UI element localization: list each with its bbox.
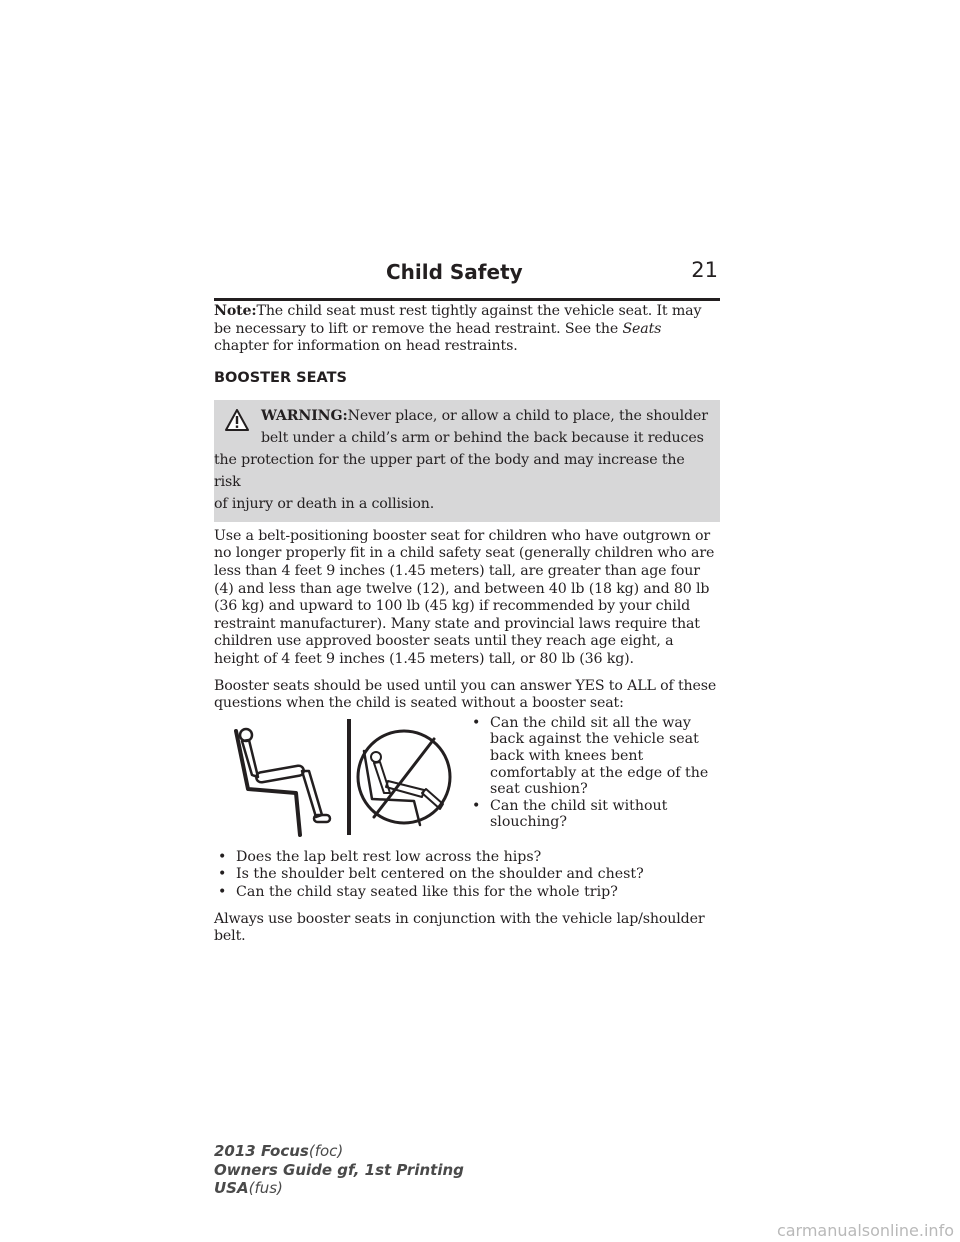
conjunction-paragraph: Always use booster seats in conjunction with the vehicle lap/shoulder belt. — [214, 910, 705, 945]
list-item: • Does the lap belt rest low across the hips? — [218, 848, 542, 865]
footer-line-2: Owners Guide gf, 1st Printing — [214, 1160, 464, 1179]
section-heading-booster-seats: BOOSTER SEATS — [214, 369, 347, 386]
bottom-question-list — [214, 849, 720, 902]
footer-line-1: 2013 Focus(foc) — [214, 1142, 344, 1160]
note-label: Note: — [214, 303, 257, 319]
list-item: • Can the child sit all the way back against the vehicle seat back with knees bent comfortably at the edge of the seat cushion? — [472, 714, 709, 798]
watermark-link[interactable]: carmanualsonline.info — [776, 1221, 954, 1240]
warning-line-1: WARNING:Never place, or allow a child to place, the shoulder — [261, 407, 708, 424]
warning-line-2: belt under a child’s arm or behind the back because it reduces — [261, 429, 704, 446]
list-item: • Can the child stay seated like this for the whole trip? — [218, 883, 618, 900]
booster-questions-intro: Booster seats should be used until you can answer YES to ALL of these questions when the child is seated without a booster seat: — [214, 677, 717, 712]
booster-seat-illustration — [224, 717, 454, 837]
figure-divider — [347, 719, 351, 835]
warning-label: WARNING: — [261, 407, 348, 424]
booster-usage-paragraph: Use a belt-positioning booster seat for children who have outgrown or no longer properly fit in a child safety seat (generally children who are less than 4 feet 9 inches (1.45 meters) tall, are greater than age four (4) and less than age twelve (12), and between 40 lb (18 kg) and 80 lb (36 kg) and upward to 100 lb (45 kg) if recommended by your child restraint manufacturer). Many state and provincial laws require that children use approved booster seats until they reach age eight, a height of 4 feet 9 inches (1.45 meters) tall, or 80 lb (36 kg). — [214, 527, 715, 667]
page-footer — [214, 1142, 464, 1198]
note-seats-reference: Seats — [622, 320, 662, 337]
note-paragraph — [214, 303, 720, 356]
warning-triangle-icon — [225, 409, 249, 431]
chapter-title: Child Safety — [386, 260, 523, 284]
warning-line-4: of injury or death in a collision. — [214, 495, 435, 512]
note-text-after: chapter for information on head restraints. — [214, 338, 518, 355]
warning-line-3: the protection for the upper part of the body and may increase the risk — [214, 451, 685, 490]
footer-line-3: USA(fus) — [214, 1179, 283, 1197]
warning-box — [214, 400, 720, 522]
list-item: • Can the child sit without slouching? — [472, 797, 668, 831]
page-header — [214, 252, 720, 301]
side-question-list — [468, 715, 718, 831]
figure-row — [214, 715, 720, 839]
note-text-before: The child seat must rest tightly against the vehicle seat. It may be necessary to lift or remove the head restraint. See the — [214, 303, 702, 337]
incorrect-posture-figure — [358, 731, 450, 825]
correct-posture-figure — [236, 729, 330, 835]
page-number: 21 — [691, 258, 718, 282]
page-content — [214, 303, 720, 946]
list-item: • Is the shoulder belt centered on the shoulder and chest? — [218, 866, 644, 883]
